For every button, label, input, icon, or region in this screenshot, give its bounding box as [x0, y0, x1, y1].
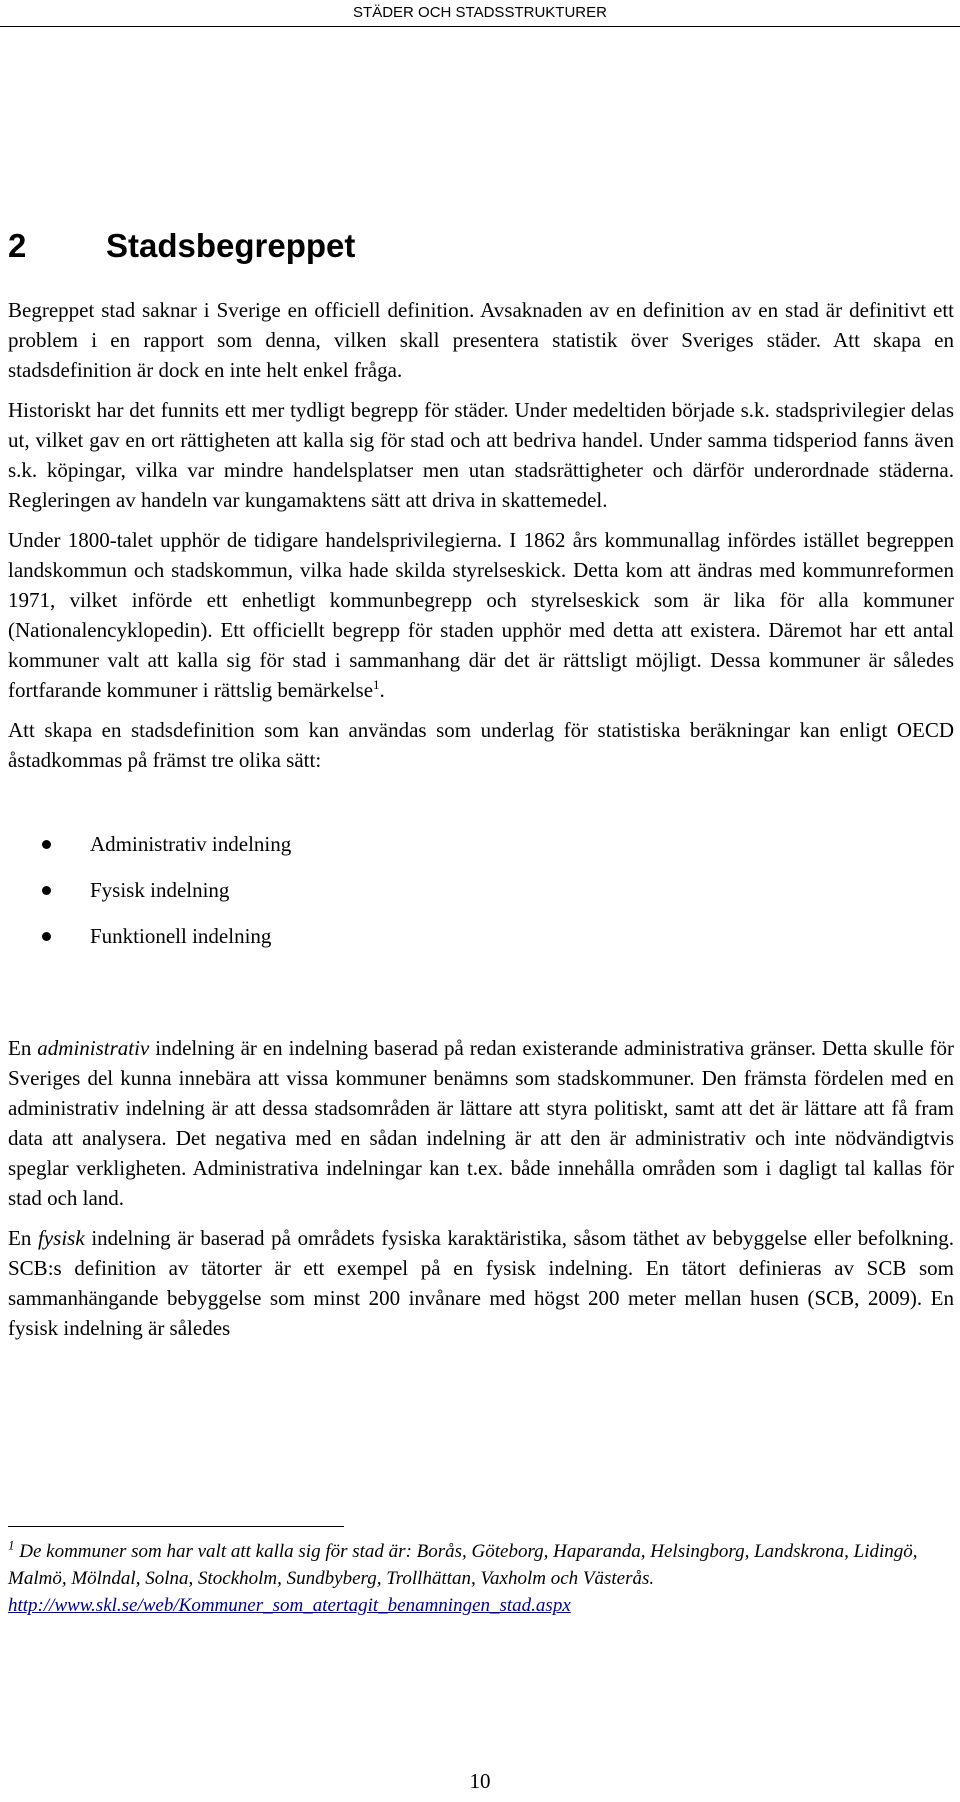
footnote-separator — [8, 1526, 344, 1527]
footnote-reference[interactable]: 1 — [373, 677, 380, 692]
list-item — [8, 875, 954, 921]
paragraph-physical — [8, 1223, 954, 1343]
paragraph-administrative — [8, 1033, 954, 1213]
paragraph-1800s — [8, 525, 954, 705]
term-administrativ: administrativ — [37, 1036, 150, 1060]
footnote-text: De kommuner som har valt att kalla sig för stad är: Borås, Göteborg, Haparanda, Helsingborg, Landskrona, Lidingö, Malmö, Mölndal, Solna, Stockholm, Sundbyberg, Trollhättan, Vaxholm och Västerås. — [8, 1541, 918, 1589]
term-fysisk: fysisk — [38, 1226, 85, 1250]
bullet-label: Fysisk indelning — [90, 878, 230, 902]
chapter-title: Stadsbegreppet — [106, 227, 356, 264]
paragraph-admin-lead: En — [8, 1036, 38, 1060]
footnote — [8, 1538, 954, 1619]
paragraph-history: Historiskt har det funnits ett mer tydligt begrepp för städer. Under medeltiden började s.k. stadsprivilegier delas ut, vilket gav en ort rättigheten att kalla sig för stad och att bedriva handel. Under samma tidsperiod fanns även s.k. köpingar, vilka var mindre handelsplatser men utan stadsrättigheter och därför underordnade städerna. Regleringen av handeln var kungamaktens sätt att driva in skattemedel. — [8, 398, 954, 512]
paragraph-admin-rest: indelning är en indelning baserad på redan existerande administrativa gränser. Detta skulle för Sveriges del kunna innebära att vissa kommuner benämns som stadskommuner. Den främsta fördelen med en administrativ indelning är att dessa stadsområden är lättare att styra politiskt, samt att det är lättare att få fram data att analysera. Det negativa med en sådan indelning är att den är administrativ och inte nödvändigtvis speglar verkligheten. Administrativa indelningar kan t.ex. både innehålla områden som i dagligt tal kallas för stad och land. — [8, 1036, 954, 1210]
running-header: STÄDER OCH STADSSTRUKTURER — [0, 0, 960, 27]
body-text — [8, 295, 954, 1353]
footnote-link[interactable]: http://www.skl.se/web/Kommuner_som_atertagit_benamningen_stad.aspx — [8, 1595, 571, 1616]
paragraph-oecd: Att skapa en stadsdefinition som kan användas som underlag för statistiska beräkningar kan enligt OECD åstadkommas på främst tre olika sätt: — [8, 718, 954, 772]
paragraph-physical-rest: indelning är baserad på områdets fysiska karaktäristika, såsom täthet av bebyggelse eller befolkning. SCB:s definition av tätorter är ett exempel på en fysisk indelning. En tätort definieras av SCB som sammanhängande bebyggelse som minst 200 invånare med högst 200 meter mellan husen (SCB, 2009). En fysisk indelning är således — [8, 1226, 955, 1340]
paragraph-1800s-text: Under 1800-talet upphör de tidigare handelsprivilegierna. I 1862 års kommunallag infördes istället begreppen landskommun och stadskommun, vilka hade skilda styrelseskick. Detta kom att ändras med kommunreformen 1971, vilket införde ett enhetligt kommunbegrepp och styrelseskick som är lika för alla kommuner (Nationalencyklopedin). Ett officiellt begrepp för staden upphör med detta att existera. Däremot har ett antal kommuner valt att kalla sig för stad i sammanhang där det är rättsligt möjligt. Dessa kommuner är således fortfarande kommuner i rättslig bemärkelse — [8, 528, 954, 702]
page-number: 10 — [469, 1769, 491, 1793]
bullet-icon — [42, 886, 51, 895]
bullet-icon — [42, 932, 51, 941]
list-item — [8, 921, 954, 967]
bullet-label: Administrativ indelning — [90, 832, 292, 856]
bullet-icon — [42, 840, 51, 849]
paragraph-intro: Begreppet stad saknar i Sverige en officiell definition. Avsaknaden av en definition av en stad är definitivt ett problem i en rapport som denna, vilken skall presentera statistik över Sveriges städer. Att skapa en stadsdefinition är dock en inte helt enkel fråga. — [8, 298, 954, 382]
list-item — [8, 829, 954, 875]
footnote-number: 1 — [8, 1537, 15, 1553]
bullet-label: Funktionell indelning — [90, 924, 272, 948]
paragraph-physical-lead: En — [8, 1226, 39, 1250]
paragraph-1800s-end: . — [379, 678, 385, 702]
chapter-number: 2 — [8, 227, 27, 264]
chapter-heading — [8, 226, 355, 266]
bullet-list — [8, 829, 954, 967]
